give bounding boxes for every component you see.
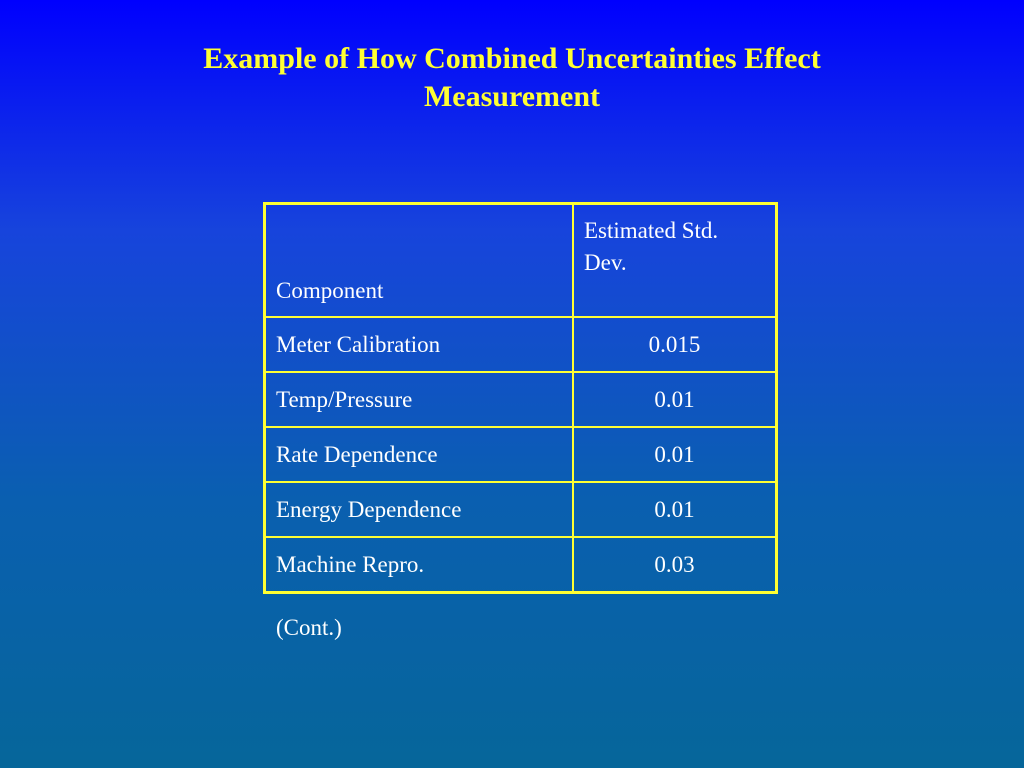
table-row (265, 317, 777, 372)
table-row (265, 482, 777, 537)
cell-std-dev: 0.03 (573, 537, 777, 593)
header-estimated-std-dev (573, 204, 777, 318)
slide-title-line-1: Example of How Combined Uncertainties Effect (203, 42, 821, 75)
table-row (265, 427, 777, 482)
cell-component: Machine Repro. (265, 537, 574, 593)
cell-component: Meter Calibration (265, 317, 574, 372)
table-row (265, 537, 777, 593)
cell-component: Temp/Pressure (265, 372, 574, 427)
table-row (265, 372, 777, 427)
slide-title (100, 40, 924, 116)
continued-note: (Cont.) (276, 615, 342, 640)
header-std-dev-line-2: Dev. (584, 250, 627, 275)
cell-std-dev: 0.015 (573, 317, 777, 372)
table-header-row (265, 204, 777, 318)
header-component: Component (265, 204, 574, 318)
cell-component: Rate Dependence (265, 427, 574, 482)
cell-std-dev: 0.01 (573, 427, 777, 482)
cell-std-dev: 0.01 (573, 372, 777, 427)
uncertainty-table (263, 202, 778, 594)
slide-title-line-2: Measurement (423, 80, 601, 113)
cell-component: Energy Dependence (265, 482, 574, 537)
cell-std-dev: 0.01 (573, 482, 777, 537)
header-std-dev-line-1: Estimated Std. (584, 218, 719, 243)
